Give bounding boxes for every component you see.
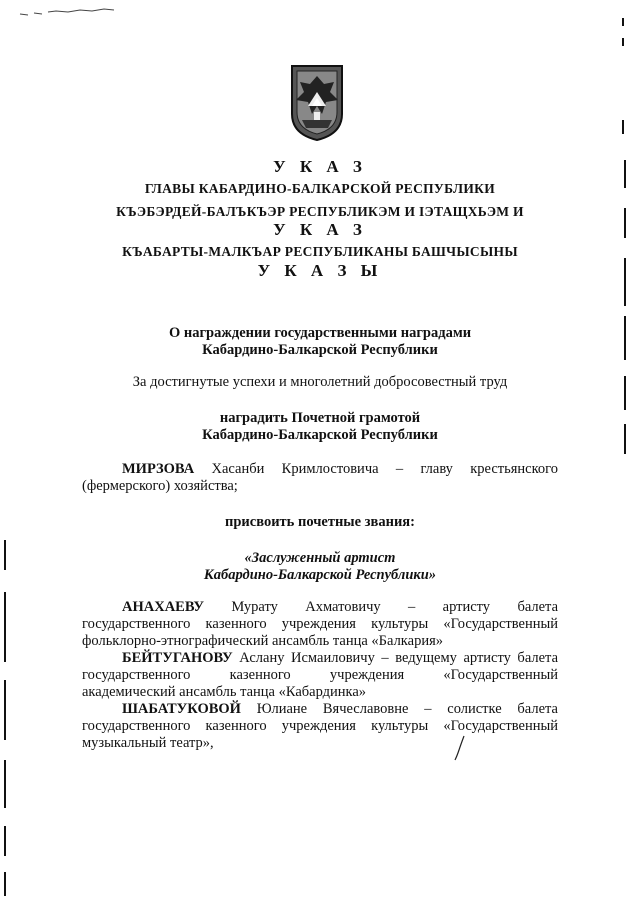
award-line-1: наградить Почетной грамотой — [219, 410, 421, 426]
recipient-line: государственного казенного учреждения культуры «Государственный — [82, 616, 558, 632]
recipient-line: фольклорно-этнографический ансамбль танца «Балкария» — [82, 633, 443, 649]
recipient-paragraph — [82, 701, 558, 752]
scan-mark-right-1 — [622, 18, 624, 26]
recipient-paragraph — [82, 599, 558, 650]
scan-mark-left-3 — [4, 680, 6, 740]
recipient-details: Юлиане Вячеславовне – солистке балета — [240, 701, 558, 717]
award-recipient-line-2: (фермерского) хозяйства; — [82, 478, 238, 494]
recipient-surname: МИРЗОВА — [122, 461, 195, 477]
recipient-line — [82, 701, 558, 718]
recipient-line: музыкальный театр», — [82, 735, 214, 751]
ukaz-heading-balkar: У К А З Ы — [257, 261, 383, 280]
recipient-surname: ШАБАТУКОВОЙ — [122, 701, 241, 717]
handwritten-mark — [452, 734, 468, 762]
recipient-line — [82, 599, 558, 616]
scan-mark-left-5 — [4, 826, 6, 856]
recipient-line: государственного казенного учреждения «Государственный — [82, 667, 558, 683]
recipient-details: Мурату Ахматовичу – артисту балета — [203, 599, 558, 615]
scan-mark-right-2 — [622, 38, 624, 46]
title-kabardian: КЪЭБЭРДЕЙ-БАЛЪКЪЭР РЕСПУБЛИКЭМ И IЭТАЩХЬЭМ И — [116, 204, 524, 219]
recipient-details: Хасанби Кримлостовича – главу крестьянского — [194, 461, 558, 477]
recipient-surname: БЕЙТУГАНОВУ — [122, 650, 233, 666]
recipient-details: Аслану Исмаиловичу – ведущему артисту балета — [232, 650, 558, 666]
reason-text: За достигнутые успехи и многолетний добросовестный труд — [132, 374, 508, 390]
honorary-title-line-1: «Заслуженный артист — [244, 550, 396, 566]
subject-line-2: Кабардино-Балкарской Республики — [202, 342, 438, 358]
award-line-2: Кабардино-Балкарской Республики — [202, 427, 438, 443]
titles-heading: присвоить почетные звания: — [225, 514, 415, 530]
scan-mark-left-4 — [4, 760, 6, 808]
scan-mark-left-2 — [4, 592, 6, 662]
recipient-line: государственного казенного учреждения культуры «Государственный — [82, 718, 558, 734]
ukaz-heading-kabardian: У К А З — [273, 220, 367, 239]
scan-mark-top-left — [18, 4, 118, 18]
kbr-coat-of-arms-icon — [288, 62, 346, 142]
award-recipient-paragraph — [82, 461, 558, 495]
title-balkar: КЪАБАРТЫ-МАЛКЪАР РЕСПУБЛИКАНЫ БАШЧЫСЫНЫ — [122, 244, 518, 259]
award-recipient-line-1 — [82, 461, 558, 478]
scan-mark-right-3 — [622, 120, 624, 134]
ukaz-heading-ru: У К А З — [273, 157, 367, 176]
recipient-paragraph — [82, 650, 558, 701]
recipient-line — [82, 650, 558, 667]
recipient-surname: АНАХАЕВУ — [122, 599, 204, 615]
title-ru: ГЛАВЫ КАБАРДИНО-БАЛКАРСКОЙ РЕСПУБЛИКИ — [144, 181, 496, 196]
honorary-title-line-2: Кабардино-Балкарской Республики» — [203, 567, 437, 583]
recipient-line: академический ансамбль танца «Кабардинка» — [82, 684, 367, 700]
subject-line-1: О награждении государственными наградами — [168, 325, 472, 341]
scan-mark-left-6 — [4, 872, 6, 896]
